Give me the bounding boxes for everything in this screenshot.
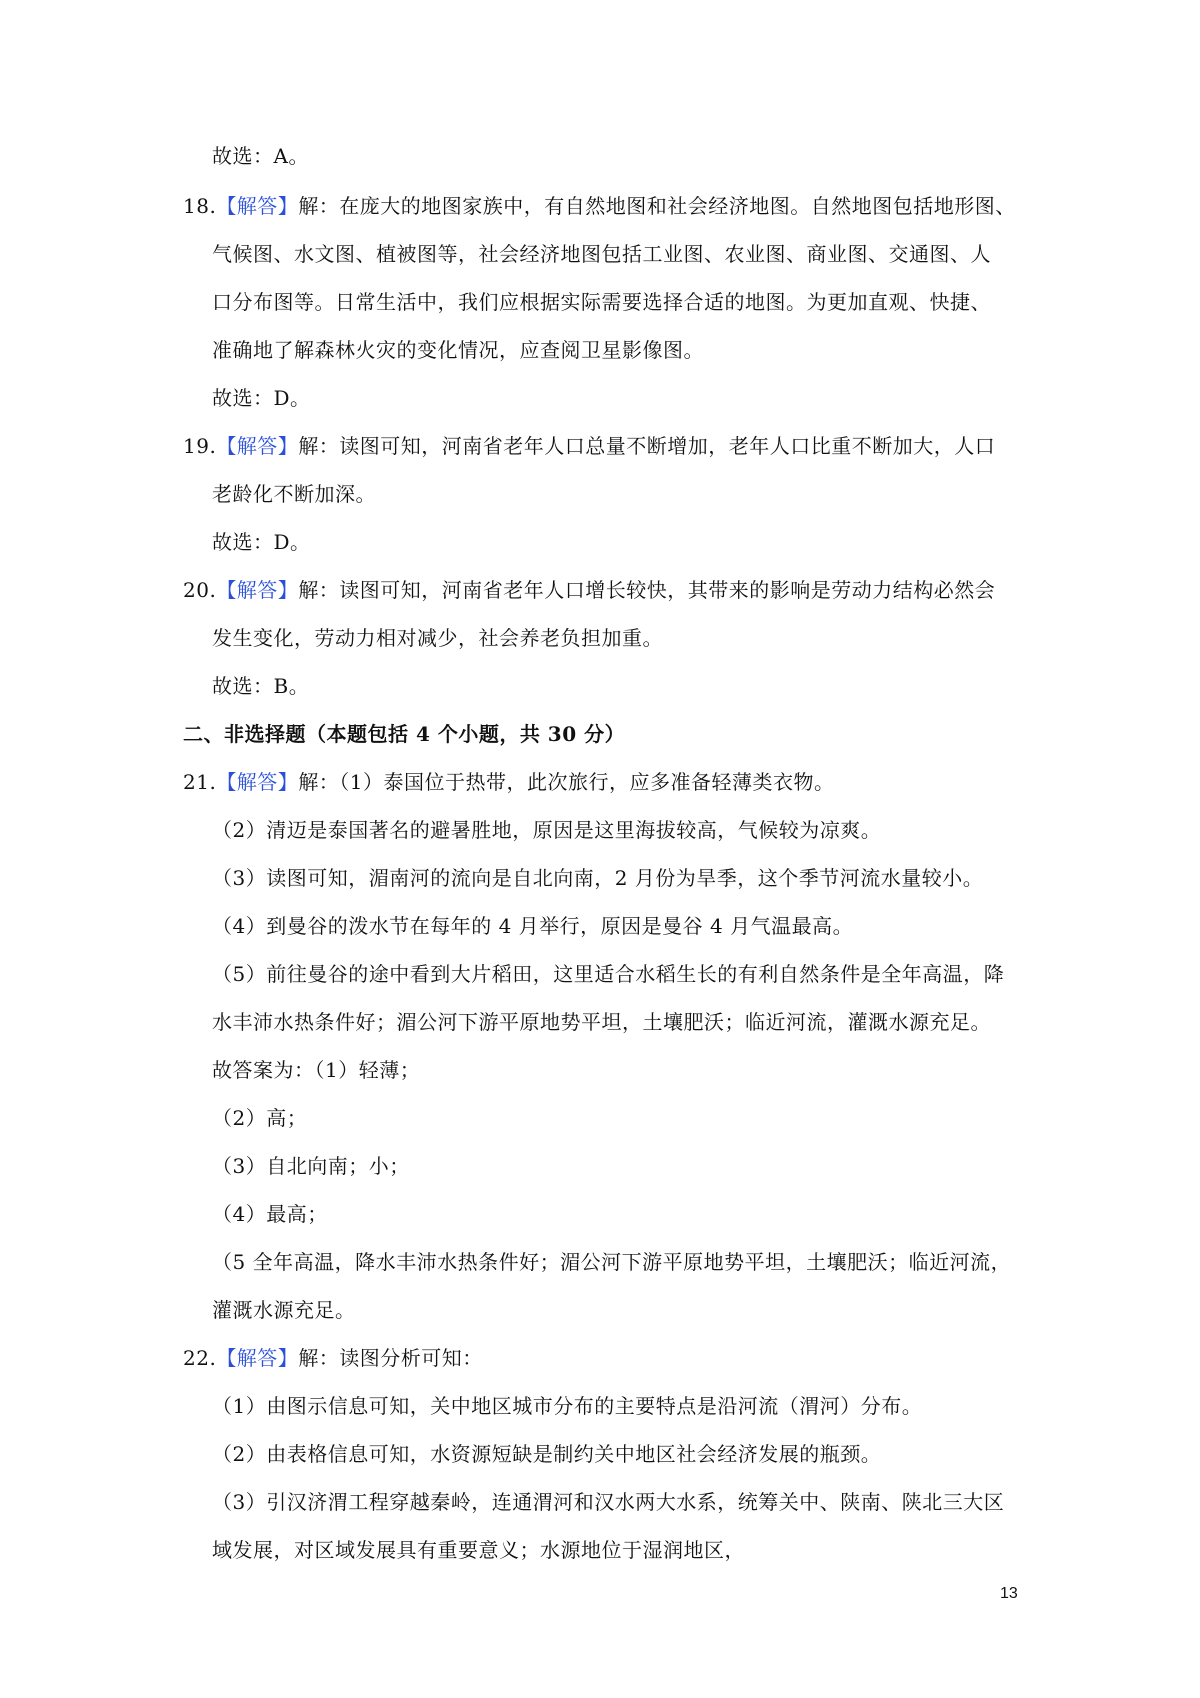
text-line bbox=[212, 1392, 922, 1420]
text-line bbox=[212, 336, 704, 364]
question-number: 18. bbox=[183, 194, 217, 218]
text-line bbox=[212, 1536, 745, 1564]
text-line bbox=[212, 960, 1004, 988]
line-text: （2）清迈是泰国著名的避暑胜地，原因是这里海拔较高，气候较为凉爽。 bbox=[212, 818, 882, 842]
line-text: 解：读图可知，河南省老年人口总量不断增加，老年人口比重不断加大，人口 bbox=[298, 434, 996, 458]
text-line bbox=[212, 672, 309, 700]
line-text: （3）引汉济渭工程穿越秦岭，连通渭河和汉水两大水系，统筹关中、陕南、陕北三大区 bbox=[212, 1490, 1005, 1514]
question-number: 20. bbox=[183, 578, 217, 602]
line-text: （4）最高； bbox=[212, 1202, 328, 1226]
text-line bbox=[212, 1104, 307, 1132]
question-number: 21. bbox=[183, 770, 217, 794]
line-text: （4）到曼谷的泼水节在每年的 4 月举行，原因是曼谷 4 月气温最高。 bbox=[212, 914, 854, 938]
answer-tag: 【解答】 bbox=[216, 770, 299, 794]
section-heading bbox=[183, 720, 625, 748]
line-text: 准确地了解森林火灾的变化情况，应查阅卫星影像图。 bbox=[212, 338, 704, 362]
text-line bbox=[212, 1056, 420, 1084]
question-line bbox=[183, 1344, 483, 1372]
line-text: 解：读图可知，河南省老年人口增长较快，其带来的影响是劳动力结构必然会 bbox=[298, 578, 996, 602]
question-number: 19. bbox=[183, 434, 217, 458]
text-line bbox=[212, 528, 311, 556]
text-line bbox=[212, 912, 853, 940]
question-line bbox=[183, 192, 1016, 220]
line-text: 口分布图等。日常生活中，我们应根据实际需要选择合适的地图。为更加直观、快捷、 bbox=[212, 290, 991, 314]
line-text: 水丰沛水热条件好；湄公河下游平原地势平坦，土壤肥沃；临近河流，灌溉水源充足。 bbox=[212, 1010, 991, 1034]
text-line bbox=[212, 1152, 410, 1180]
line-text: （2）高； bbox=[212, 1106, 308, 1130]
question-line bbox=[183, 576, 995, 604]
answer-tag: 【解答】 bbox=[216, 578, 299, 602]
line-text: （5）前往曼谷的途中看到大片稻田，这里适合水稻生长的有利自然条件是全年高温，降 bbox=[212, 962, 1005, 986]
text-line bbox=[212, 480, 376, 508]
question-number: 22. bbox=[183, 1346, 217, 1370]
line-text: 气候图、水文图、植被图等，社会经济地图包括工业图、农业图、商业图、交通图、人 bbox=[212, 242, 991, 266]
question-line bbox=[183, 432, 995, 460]
text-line bbox=[212, 1488, 1004, 1516]
line-text: 故选：D。 bbox=[212, 386, 311, 410]
text-line bbox=[212, 1200, 328, 1228]
line-text: （3）自北向南；小； bbox=[212, 1154, 410, 1178]
line-text: 域发展，对区域发展具有重要意义；水源地位于湿润地区， bbox=[212, 1538, 745, 1562]
line-text: 故选：B。 bbox=[212, 674, 310, 698]
line-text: 老龄化不断加深。 bbox=[212, 482, 376, 506]
line-text: （5 全年高温，降水丰沛水热条件好；湄公河下游平原地势平坦，土壤肥沃；临近河流， bbox=[212, 1250, 1012, 1274]
line-text: 解：读图分析可知： bbox=[298, 1346, 483, 1370]
text-line bbox=[212, 288, 991, 316]
line-text: 故选：D。 bbox=[212, 530, 311, 554]
page-number: 13 bbox=[1000, 1585, 1018, 1602]
text-line bbox=[212, 816, 881, 844]
text-line bbox=[212, 240, 991, 268]
line-text: 灌溉水源充足。 bbox=[212, 1298, 356, 1322]
line-text: 故选：A。 bbox=[212, 144, 309, 168]
text-line bbox=[212, 384, 311, 412]
line-text: （1）由图示信息可知，关中地区城市分布的主要特点是沿河流（渭河）分布。 bbox=[212, 1394, 923, 1418]
line-text: （3）读图可知，湄南河的流向是自北向南，2 月份为旱季，这个季节河流水量较小。 bbox=[212, 866, 984, 890]
text-line bbox=[212, 864, 983, 892]
text-line bbox=[212, 142, 309, 170]
answer-tag: 【解答】 bbox=[216, 194, 299, 218]
question-line bbox=[183, 768, 835, 796]
line-text: 故答案为：（1）轻薄； bbox=[212, 1058, 421, 1082]
text-line bbox=[212, 1296, 356, 1324]
line-text: 解：在庞大的地图家族中，有自然地图和社会经济地图。自然地图包括地形图、 bbox=[298, 194, 1016, 218]
text-line bbox=[212, 1248, 1011, 1276]
line-text: 发生变化，劳动力相对减少，社会养老负担加重。 bbox=[212, 626, 663, 650]
text-line bbox=[212, 624, 663, 652]
line-text: 二、非选择题（本题包括 4 个小题，共 30 分） bbox=[183, 722, 626, 746]
answer-tag: 【解答】 bbox=[216, 434, 299, 458]
text-line bbox=[212, 1008, 991, 1036]
text-line bbox=[212, 1440, 881, 1468]
line-text: （2）由表格信息可知，水资源短缺是制约关中地区社会经济发展的瓶颈。 bbox=[212, 1442, 882, 1466]
line-text: 解：（1）泰国位于热带，此次旅行，应多准备轻薄类衣物。 bbox=[298, 770, 835, 794]
answer-tag: 【解答】 bbox=[216, 1346, 299, 1370]
